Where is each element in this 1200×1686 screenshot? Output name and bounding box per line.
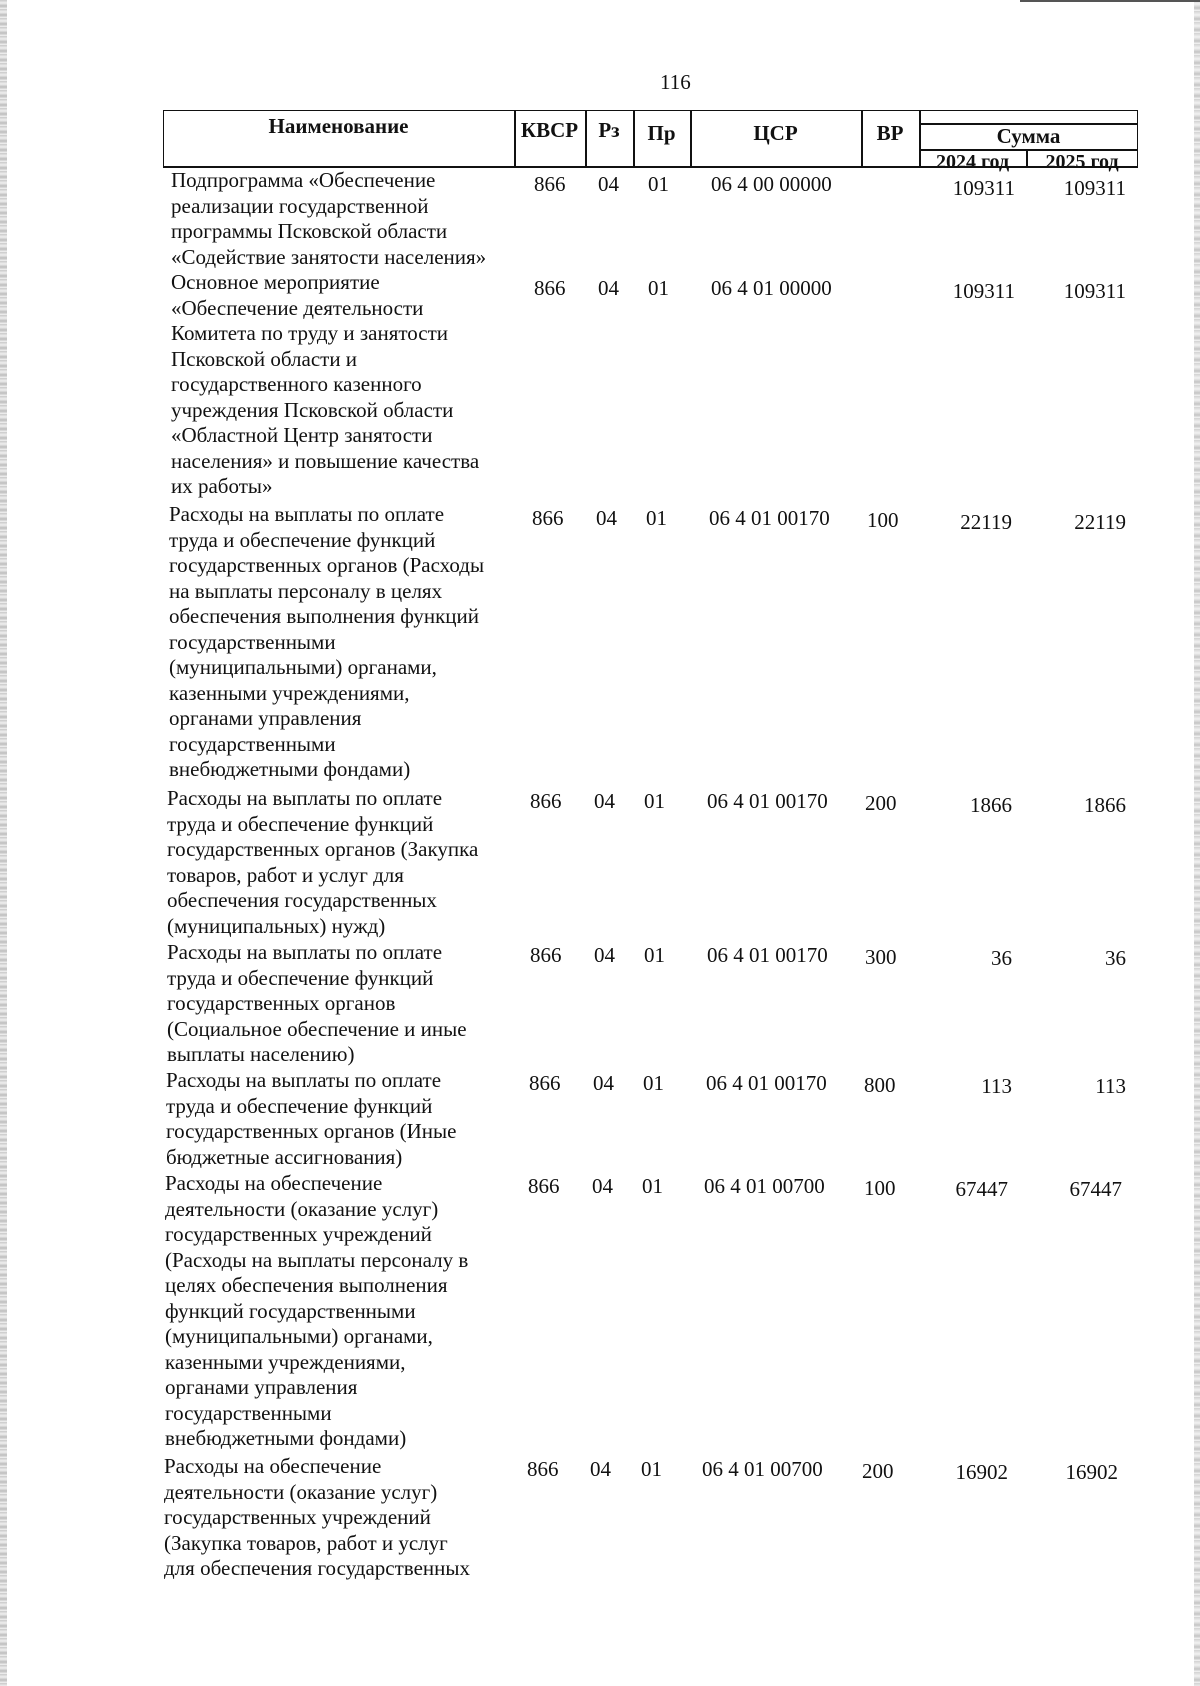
row-csr: 06 4 01 00170	[709, 506, 830, 530]
row-rz: 04	[598, 276, 619, 300]
row-name: Расходы на выплаты по оплате труда и обеспечение функций государственных органов (Иные бюджетные ассигнования)	[166, 1068, 457, 1169]
row-pr: 01	[641, 1457, 662, 1481]
row-vr: 100	[864, 1176, 896, 1200]
row-vr: 800	[864, 1073, 896, 1097]
row-2024: 113	[981, 1074, 1012, 1098]
row-rz: 04	[590, 1457, 611, 1481]
row-name: Расходы на обеспечение деятельности (оказание услуг) государственных учреждений (Расходы на выплаты персоналу в целях обеспечения выполнения функций государственными (муниципальными) органами, казенными учреждениями, органами управления государственными внебюджетными фондами)	[165, 1171, 469, 1450]
row-2024: 36	[991, 946, 1012, 970]
row-kvsr: 866	[529, 1071, 561, 1095]
row-vr: 200	[862, 1459, 894, 1483]
row-csr: 06 4 01 00170	[707, 943, 828, 967]
header-2024: 2024 год	[935, 151, 1010, 173]
row-kvsr: 866	[530, 789, 562, 813]
page-number: 116	[660, 70, 691, 94]
scan-edge-left	[0, 0, 7, 1686]
row-2024: 16902	[955, 1460, 1008, 1484]
row-rz: 04	[592, 1174, 613, 1198]
header-kvsr: КВСР	[520, 118, 579, 142]
row-csr: 06 4 01 00700	[704, 1174, 825, 1198]
header-name: Наименование	[268, 114, 409, 138]
row-2025: 109311	[1063, 176, 1126, 200]
row-vr: 100	[867, 508, 899, 532]
row-kvsr: 866	[534, 276, 566, 300]
row-rz: 04	[594, 943, 615, 967]
row-2025: 22119	[1074, 510, 1126, 534]
row-name: Расходы на выплаты по оплате труда и обеспечение функций государственных органов (Социальное обеспечение и иные выплаты населению)	[167, 940, 467, 1066]
row-2024: 109311	[952, 176, 1015, 200]
row-pr: 01	[648, 172, 669, 196]
row-csr: 06 4 01 00170	[706, 1071, 827, 1095]
row-vr: 300	[865, 945, 897, 969]
row-2025: 67447	[1069, 1177, 1122, 1201]
row-name: Расходы на выплаты по оплате труда и обеспечение функций государственных органов (Закупка товаров, работ и услуг для обеспечения государственных (муниципальных) нужд)	[167, 786, 479, 938]
row-2025: 36	[1105, 946, 1126, 970]
row-csr: 06 4 01 00000	[711, 276, 832, 300]
row-name: Расходы на выплаты по оплате труда и обеспечение функций государственных органов (Расходы на выплаты персоналу в целях обеспечения выполнения функций государственными (муниципальными) органами, казенными учреждениями, органами управления государственными внебюджетными фондами)	[169, 502, 485, 781]
row-vr: 200	[865, 791, 897, 815]
header-vr: ВР	[876, 121, 904, 145]
row-name: Подпрограмма «Обеспечение реализации государственной программы Псковской области «Содействие занятости населения»	[171, 168, 487, 269]
row-name: Основное мероприятие «Обеспечение деятельности Комитета по труду и занятости Псковской области и государственного казенного учреждения Псковской области «Областной Центр занятости населения» и повышение качества их работы»	[171, 270, 480, 498]
row-pr: 01	[644, 943, 665, 967]
row-2025: 109311	[1063, 279, 1126, 303]
row-rz: 04	[594, 789, 615, 813]
row-2025: 113	[1095, 1074, 1126, 1098]
row-csr: 06 4 01 00170	[707, 789, 828, 813]
row-2024: 109311	[952, 279, 1015, 303]
row-kvsr: 866	[527, 1457, 559, 1481]
row-pr: 01	[648, 276, 669, 300]
scan-edge-right	[1194, 0, 1200, 1686]
row-pr: 01	[646, 506, 667, 530]
header-pr: Пр	[647, 121, 676, 145]
row-2024: 67447	[955, 1177, 1008, 1201]
row-kvsr: 866	[530, 943, 562, 967]
row-2025: 1866	[1084, 793, 1126, 817]
row-rz: 04	[593, 1071, 614, 1095]
row-csr: 06 4 00 00000	[711, 172, 832, 196]
row-2024: 1866	[970, 793, 1012, 817]
row-rz: 04	[598, 172, 619, 196]
row-pr: 01	[642, 1174, 663, 1198]
row-kvsr: 866	[532, 506, 564, 530]
row-pr: 01	[643, 1071, 664, 1095]
scan-artifact-line	[1020, 0, 1200, 2]
row-rz: 04	[596, 506, 617, 530]
header-2025: 2025 год	[1045, 151, 1119, 173]
row-2024: 22119	[960, 510, 1012, 534]
header-csr: ЦСР	[753, 121, 798, 145]
row-csr: 06 4 01 00700	[702, 1457, 823, 1481]
header-rz: Рз	[598, 118, 620, 142]
row-kvsr: 866	[528, 1174, 560, 1198]
row-2025: 16902	[1065, 1460, 1118, 1484]
header-sum: Сумма	[996, 124, 1061, 148]
row-kvsr: 866	[534, 172, 566, 196]
row-name: Расходы на обеспечение деятельности (оказание услуг) государственных учреждений (Закупка товаров, работ и услуг для обеспечения государственных	[164, 1454, 470, 1580]
row-pr: 01	[644, 789, 665, 813]
